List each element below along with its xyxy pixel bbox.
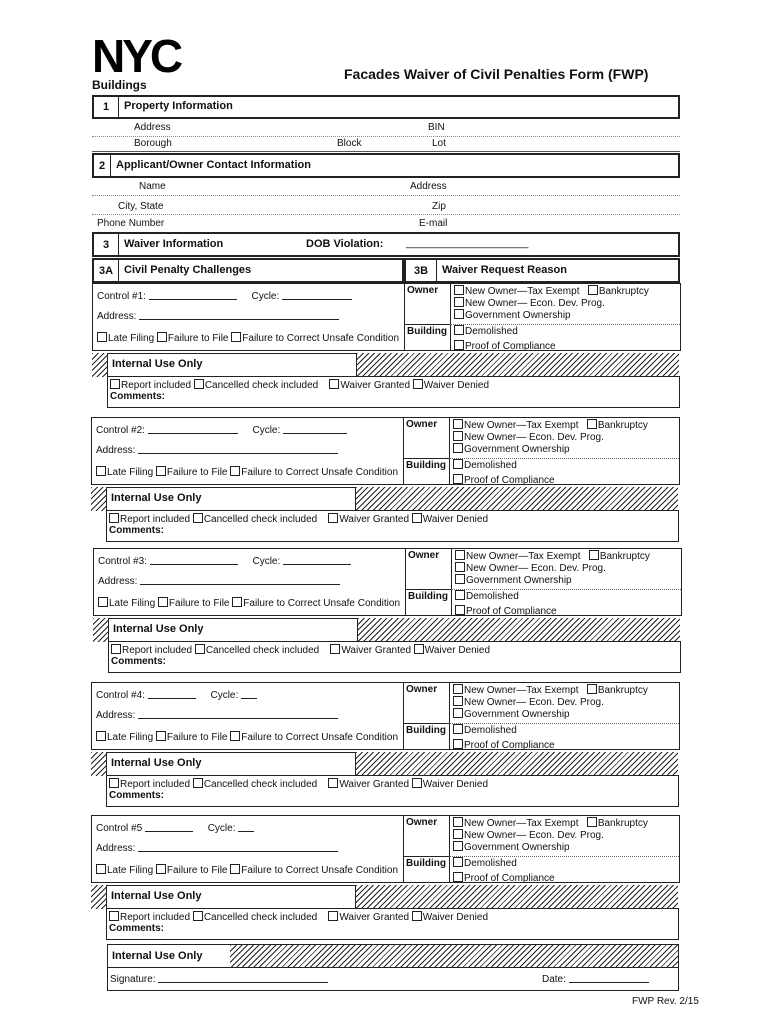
waiver-granted-checkbox[interactable]	[328, 911, 338, 921]
government-checkbox[interactable]	[453, 443, 463, 453]
comments-label: Comments:	[109, 525, 165, 536]
address-field[interactable]	[139, 310, 339, 320]
reason-row: New Owner— Econ. Dev. Prog.	[455, 562, 606, 574]
reason-row: New Owner— Econ. Dev. Prog.	[453, 696, 604, 708]
reason-row: New Owner—Tax Exempt Bankruptcy	[454, 285, 649, 297]
proof-checkbox[interactable]	[453, 474, 463, 484]
reason-row: Government Ownership	[453, 708, 570, 720]
address-row	[97, 310, 339, 322]
divider	[92, 195, 680, 196]
control-row	[96, 689, 257, 701]
building-label: Building	[407, 326, 447, 337]
email-label: E-mail	[419, 218, 448, 229]
control-field[interactable]	[145, 822, 193, 832]
report-included-checkbox[interactable]	[111, 644, 121, 654]
failure-to-correct-checkbox[interactable]	[230, 864, 240, 874]
divider	[92, 214, 680, 215]
late-filing-checkbox[interactable]	[97, 332, 107, 342]
divider	[92, 136, 680, 137]
failure-to-correct-checkbox[interactable]	[230, 466, 240, 476]
report-included-checkbox[interactable]	[109, 778, 119, 788]
cycle-label: Cycle:	[251, 291, 280, 302]
building-label: Building	[406, 858, 446, 869]
hatch-pattern	[91, 752, 107, 776]
government-checkbox[interactable]	[454, 309, 464, 319]
bankruptcy-checkbox[interactable]	[589, 550, 599, 560]
name-label: Name	[139, 181, 166, 192]
control-field[interactable]	[150, 555, 238, 565]
reason-row: Demolished	[453, 724, 517, 736]
control-block-5	[91, 815, 681, 940]
address-row	[96, 842, 338, 854]
proof-checkbox[interactable]	[454, 340, 464, 350]
cancelled-check-checkbox[interactable]	[193, 513, 203, 523]
failure-to-correct-checkbox[interactable]	[230, 731, 240, 741]
internal-use-title: Internal Use Only	[111, 757, 202, 769]
challenge-checks: Late Filing Failure to File Failure to Correct Unsafe Condition	[96, 864, 398, 876]
failure-to-file-checkbox[interactable]	[156, 864, 166, 874]
waiver-granted-checkbox[interactable]	[329, 379, 339, 389]
econ-dev-checkbox[interactable]	[454, 297, 464, 307]
zip-label: Zip	[432, 201, 446, 212]
hatch-pattern	[356, 752, 678, 776]
divider	[451, 549, 452, 615]
divider	[404, 458, 449, 459]
address-field[interactable]	[138, 709, 338, 719]
section-number: 1	[94, 97, 119, 117]
hatch-pattern	[356, 885, 678, 909]
section-title: Applicant/Owner Contact Information	[116, 159, 311, 171]
control-block-3	[93, 548, 683, 673]
econ-dev-checkbox[interactable]	[453, 431, 463, 441]
divider	[405, 324, 450, 325]
hatch-pattern	[357, 353, 679, 377]
owner-label: Owner	[408, 550, 440, 561]
late-filing-checkbox[interactable]	[96, 731, 106, 741]
late-filing-checkbox[interactable]	[98, 597, 108, 607]
control-label: Control #1:	[97, 291, 146, 302]
internal-use-header	[106, 487, 356, 511]
reason-row: Demolished	[454, 325, 518, 337]
address-field[interactable]	[138, 444, 338, 454]
reason-row: New Owner—Tax Exempt Bankruptcy	[455, 550, 650, 562]
control-row	[98, 555, 351, 567]
divider	[449, 683, 450, 749]
tax-exempt-checkbox[interactable]	[453, 419, 463, 429]
control-field[interactable]	[149, 290, 237, 300]
waiver-reasons-box	[405, 548, 682, 616]
lot-label: Lot	[432, 138, 446, 149]
comments-label: Comments:	[109, 790, 165, 801]
penalty-challenges-box	[91, 682, 404, 750]
reason-row: Proof of Compliance	[455, 605, 557, 617]
bankruptcy-checkbox[interactable]	[587, 419, 597, 429]
failure-to-correct-checkbox[interactable]	[231, 332, 241, 342]
block-label: Block	[337, 138, 362, 149]
waiver-granted-checkbox[interactable]	[328, 513, 338, 523]
divider	[449, 816, 450, 882]
divider	[406, 589, 451, 590]
reason-row: New Owner—Tax Exempt Bankruptcy	[453, 684, 648, 696]
failure-to-file-checkbox[interactable]	[156, 731, 166, 741]
cycle-field[interactable]	[238, 822, 254, 832]
address-label: Address	[134, 122, 171, 133]
failure-to-file-checkbox[interactable]	[158, 597, 168, 607]
proof-checkbox[interactable]	[453, 739, 463, 749]
date-field[interactable]	[569, 973, 649, 983]
internal-use-header	[108, 618, 358, 642]
divider	[450, 284, 451, 350]
late-filing-checkbox[interactable]	[96, 466, 106, 476]
internal-use-title: Internal Use Only	[112, 950, 203, 962]
section-number: 3B	[406, 260, 437, 281]
divider	[92, 151, 680, 152]
section-3a-header	[92, 258, 404, 283]
tax-exempt-checkbox[interactable]	[453, 684, 463, 694]
hatch-pattern	[91, 885, 107, 909]
signature-label: Signature:	[110, 973, 328, 985]
internal-checks: Report included Cancelled check included Waiver Granted Waiver Denied	[110, 379, 489, 391]
reason-row: Government Ownership	[455, 574, 572, 586]
demolished-checkbox[interactable]	[455, 590, 465, 600]
reason-row: Demolished	[455, 590, 519, 602]
internal-checks: Report included Cancelled check included Waiver Granted Waiver Denied	[109, 778, 488, 790]
address-label: Address	[410, 181, 447, 192]
econ-dev-checkbox[interactable]	[453, 696, 463, 706]
penalty-challenges-box	[92, 283, 405, 351]
phone-label: Phone Number	[97, 218, 165, 229]
nyc-logo-graphic	[92, 36, 202, 76]
waiver-denied-checkbox[interactable]	[412, 513, 422, 523]
control-row	[96, 822, 254, 834]
reason-row: New Owner— Econ. Dev. Prog.	[453, 829, 604, 841]
section-2-header	[92, 153, 680, 178]
address-label: Address:	[96, 710, 136, 721]
failure-to-file-checkbox[interactable]	[157, 332, 167, 342]
bin-label: BIN	[428, 122, 445, 133]
owner-label: Owner	[406, 817, 438, 828]
internal-use-header	[107, 353, 357, 377]
report-included-checkbox[interactable]	[110, 379, 120, 389]
comments-label: Comments:	[110, 391, 166, 402]
reason-row: Government Ownership	[453, 443, 570, 455]
section-3-header	[92, 232, 680, 257]
internal-use-title: Internal Use Only	[112, 358, 203, 370]
address-row	[96, 444, 338, 456]
city-state-label: City, State	[118, 201, 164, 212]
divider	[404, 723, 449, 724]
signature-field[interactable]	[158, 973, 328, 983]
internal-use-body	[106, 908, 679, 940]
cycle-label: Cycle:	[207, 823, 236, 834]
control-field[interactable]	[148, 689, 196, 699]
challenge-checks: Late Filing Failure to File Failure to Correct Unsafe Condition	[98, 597, 400, 609]
internal-use-header	[106, 752, 356, 776]
hatch-pattern	[230, 945, 678, 967]
section-title: Civil Penalty Challenges	[124, 264, 252, 276]
building-label: Building	[406, 725, 446, 736]
address-field[interactable]	[140, 575, 340, 585]
divider	[404, 856, 449, 857]
bankruptcy-checkbox[interactable]	[588, 285, 598, 295]
waiver-denied-checkbox[interactable]	[412, 911, 422, 921]
waiver-granted-checkbox[interactable]	[328, 778, 338, 788]
form-revision: FWP Rev. 2/15	[632, 996, 699, 1007]
reason-row: Government Ownership	[454, 309, 571, 321]
hatch-pattern	[356, 487, 678, 511]
reason-row: New Owner—Tax Exempt Bankruptcy	[453, 817, 648, 829]
cycle-label: Cycle:	[210, 690, 239, 701]
cycle-field[interactable]	[283, 555, 351, 565]
internal-checks: Report included Cancelled check included Waiver Granted Waiver Denied	[109, 911, 488, 923]
challenge-checks: Late Filing Failure to File Failure to Correct Unsafe Condition	[96, 466, 398, 478]
address-field[interactable]	[138, 842, 338, 852]
section-title: Property Information	[124, 100, 233, 112]
control-block-4	[91, 682, 681, 807]
internal-use-body	[108, 641, 681, 673]
late-filing-checkbox[interactable]	[96, 864, 106, 874]
hatch-pattern	[91, 487, 107, 511]
internal-use-title: Internal Use Only	[111, 492, 202, 504]
tax-exempt-checkbox[interactable]	[454, 285, 464, 295]
internal-checks: Report included Cancelled check included Waiver Granted Waiver Denied	[111, 644, 490, 656]
reason-row: Proof of Compliance	[453, 739, 555, 751]
nyc-logo	[92, 36, 202, 76]
reason-row: New Owner— Econ. Dev. Prog.	[453, 431, 604, 443]
cancelled-check-checkbox[interactable]	[193, 911, 203, 921]
challenge-checks: Late Filing Failure to File Failure to Correct Unsafe Condition	[96, 731, 398, 743]
penalty-challenges-box	[93, 548, 406, 616]
failure-to-correct-checkbox[interactable]	[232, 597, 242, 607]
cancelled-check-checkbox[interactable]	[194, 379, 204, 389]
hatch-pattern	[358, 618, 680, 642]
dob-violation-field[interactable]: ____________________	[406, 237, 529, 249]
control-label: Control #2:	[96, 425, 145, 436]
signature-box	[107, 967, 679, 991]
hatch-pattern	[92, 353, 108, 377]
dob-violation-label: DOB Violation:	[306, 238, 384, 250]
address-label: Address:	[96, 843, 136, 854]
waiver-reasons-box	[403, 417, 680, 485]
bankruptcy-checkbox[interactable]	[587, 817, 597, 827]
tax-exempt-checkbox[interactable]	[455, 550, 465, 560]
date-label: Date:	[542, 973, 649, 985]
internal-checks: Report included Cancelled check included Waiver Granted Waiver Denied	[109, 513, 488, 525]
cycle-label: Cycle:	[252, 556, 281, 567]
internal-use-body	[106, 510, 679, 542]
penalty-challenges-box	[91, 815, 404, 883]
control-label: Control #4:	[96, 690, 145, 701]
waiver-reasons-box	[403, 682, 680, 750]
reason-row: Government Ownership	[453, 841, 570, 853]
owner-label: Owner	[406, 419, 438, 430]
report-included-checkbox[interactable]	[109, 513, 119, 523]
reason-row: Demolished	[453, 857, 517, 869]
challenge-checks: Late Filing Failure to File Failure to Correct Unsafe Condition	[97, 332, 399, 344]
reason-row: Demolished	[453, 459, 517, 471]
building-label: Building	[408, 591, 448, 602]
borough-label: Borough	[134, 138, 172, 149]
government-checkbox[interactable]	[453, 841, 463, 851]
cycle-field[interactable]	[283, 424, 347, 434]
owner-label: Owner	[406, 684, 438, 695]
cycle-field[interactable]	[282, 290, 352, 300]
demolished-checkbox[interactable]	[453, 857, 463, 867]
control-block-2	[91, 417, 681, 542]
address-label: Address:	[98, 576, 138, 587]
section-number: 2	[94, 155, 111, 176]
demolished-checkbox[interactable]	[454, 325, 464, 335]
section-title: Waiver Information	[124, 238, 224, 250]
cycle-field[interactable]	[241, 689, 257, 699]
reason-row: Proof of Compliance	[453, 474, 555, 486]
report-included-checkbox[interactable]	[109, 911, 119, 921]
econ-dev-checkbox[interactable]	[453, 829, 463, 839]
reason-row: Proof of Compliance	[454, 340, 556, 352]
logo-text: NYC	[92, 36, 181, 76]
waiver-reasons-box	[404, 283, 681, 351]
waiver-granted-checkbox[interactable]	[330, 644, 340, 654]
control-field[interactable]	[148, 424, 238, 434]
control-label: Control #3:	[98, 556, 147, 567]
failure-to-file-checkbox[interactable]	[156, 466, 166, 476]
waiver-denied-checkbox[interactable]	[414, 644, 424, 654]
penalty-challenges-box	[91, 417, 404, 485]
control-row	[97, 290, 352, 302]
address-label: Address:	[97, 311, 137, 322]
address-row	[96, 709, 338, 721]
department-name: Buildings	[92, 78, 147, 92]
reason-row: Proof of Compliance	[453, 872, 555, 884]
proof-checkbox[interactable]	[453, 872, 463, 882]
comments-label: Comments:	[111, 656, 167, 667]
address-label: Address:	[96, 445, 136, 456]
cancelled-check-checkbox[interactable]	[195, 644, 205, 654]
econ-dev-checkbox[interactable]	[455, 562, 465, 572]
government-checkbox[interactable]	[453, 708, 463, 718]
page-title: Facades Waiver of Civil Penalties Form (FWP)	[344, 66, 649, 82]
internal-use-body	[106, 775, 679, 807]
hatch-pattern	[93, 618, 109, 642]
section-number: 3A	[94, 260, 119, 281]
bankruptcy-checkbox[interactable]	[587, 684, 597, 694]
waiver-denied-checkbox[interactable]	[412, 778, 422, 788]
section-title: Waiver Request Reason	[442, 264, 567, 276]
section-number: 3	[94, 234, 119, 255]
waiver-denied-checkbox[interactable]	[413, 379, 423, 389]
control-label: Control #5	[96, 823, 143, 834]
internal-use-header	[106, 885, 356, 909]
internal-use-title: Internal Use Only	[111, 890, 202, 902]
demolished-checkbox[interactable]	[453, 724, 463, 734]
final-internal-use-header	[107, 944, 679, 968]
internal-use-title: Internal Use Only	[113, 623, 204, 635]
internal-use-body	[107, 376, 680, 408]
reason-row: New Owner—Tax Exempt Bankruptcy	[453, 419, 648, 431]
owner-label: Owner	[407, 285, 439, 296]
government-checkbox[interactable]	[455, 574, 465, 584]
proof-checkbox[interactable]	[455, 605, 465, 615]
demolished-checkbox[interactable]	[453, 459, 463, 469]
waiver-reasons-box	[403, 815, 680, 883]
comments-label: Comments:	[109, 923, 165, 934]
control-row	[96, 424, 347, 436]
section-3b-header	[404, 258, 680, 283]
building-label: Building	[406, 460, 446, 471]
address-row	[98, 575, 340, 587]
cancelled-check-checkbox[interactable]	[193, 778, 203, 788]
cycle-label: Cycle:	[252, 425, 281, 436]
tax-exempt-checkbox[interactable]	[453, 817, 463, 827]
section-1-header	[92, 95, 680, 119]
control-block-1	[92, 283, 682, 408]
divider	[449, 418, 450, 484]
reason-row: New Owner— Econ. Dev. Prog.	[454, 297, 605, 309]
